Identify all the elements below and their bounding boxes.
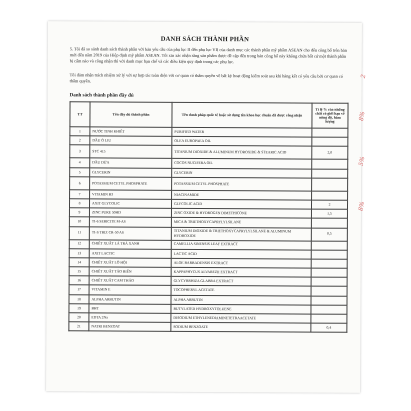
cell-inci: ZINC OXIDE & HYDROGEN DIMETHICONE bbox=[171, 208, 311, 218]
cell-no: 20 bbox=[69, 313, 89, 322]
cell-percent bbox=[311, 250, 347, 259]
cell-percent bbox=[311, 286, 347, 295]
cell-percent bbox=[311, 268, 347, 277]
cell-inci: POTASSIUM CETYL PHOSPHATE bbox=[172, 177, 312, 191]
header-percent: Tỉ lệ % của những chất có giới hạn về nồng độ, hàm lượng bbox=[312, 103, 348, 128]
cell-no: 13 bbox=[69, 248, 89, 257]
cell-percent: 2,0 bbox=[312, 146, 348, 159]
cell-percent: 0,5 bbox=[311, 228, 347, 241]
cell-inci: GLYCERIN bbox=[172, 168, 312, 178]
cell-no: 4 bbox=[70, 158, 90, 167]
handwritten-mark: 8% bbox=[357, 201, 367, 212]
cell-inci: TITANIUM DIOXIDE & ALUMINUM HYDROXIDE & STEARIC ACID bbox=[172, 146, 312, 160]
cell-percent bbox=[312, 159, 348, 168]
cell-name: TI-6 SERICITE M-AS bbox=[89, 217, 171, 227]
handwritten-mark: 5% bbox=[357, 156, 367, 167]
cell-percent bbox=[312, 191, 348, 200]
cell-percent: 2 bbox=[311, 200, 347, 209]
ingredient-list-heading: Danh sách thành phần đầy đủ bbox=[69, 93, 134, 99]
cell-no: 1 bbox=[70, 127, 90, 136]
cell-inci: COCOS NUCIFERA OIL bbox=[172, 159, 312, 169]
document-page bbox=[46, 21, 368, 393]
cell-no: 5 bbox=[70, 167, 90, 176]
cell-inci: ALOE BARBADENSIS EXTRACT bbox=[171, 258, 311, 268]
cell-percent bbox=[311, 277, 347, 286]
cell-name: DẦU DỪA bbox=[90, 158, 172, 168]
cell-inci: CAMELLIA SINENSIS LEAF EXTRACT bbox=[171, 240, 311, 250]
cell-no: 11 bbox=[69, 226, 89, 239]
cell-name: NATRI BENZOAT bbox=[89, 322, 171, 332]
cell-name: POTASSIUM CETYL PHOSPHATE bbox=[90, 177, 172, 190]
responsibility-paragraph: Tôi đảm nhận trách nhiệm xử lý với sự hợp tác toàn diện với cơ quan có thẩm quyền về bất kỳ hoạt động kiểm soát sau khi hàng kết có yêu cầu bởi cơ quan có thẩm quyền. bbox=[69, 72, 343, 84]
cell-inci: SODIUM BENZOATE bbox=[171, 323, 311, 333]
document-title: DANH SÁCH THÀNH PHẦN bbox=[160, 35, 250, 44]
declaration-paragraph: 5. Tôi đã so sánh danh sách thành phần với bản yêu cầu của phụ lục II đến phụ lục VII của danh mục các thành phần mỹ phẩm ASEAN cho đến công bố trên bản mới đến năm 2019 của Hiệp định mỹ phẩm ASEAN. Tôi xin xác nhận rằng sản phẩm được đề cập đến trong bản công bố này không chứa bất cứ một thành phần bị cấm nào và công nhận thì với danh mục hạn chế và các điều kiện quy định trong các phụ lục. bbox=[69, 46, 347, 65]
cell-percent: 1,5 bbox=[311, 209, 347, 218]
cell-name: AXIT GLYCOLIC bbox=[89, 199, 171, 209]
table-header-row bbox=[70, 102, 348, 128]
cell-no: 21 bbox=[69, 322, 89, 331]
cell-inci: LACTIC ACID bbox=[171, 249, 311, 259]
cell-inci: BUTYLATED HYDROXYTOLUENE bbox=[171, 304, 311, 314]
header-name: Tên đầy đủ thành phần bbox=[90, 102, 172, 127]
cell-name: CHIẾT XUẤT LÔ HỘI bbox=[89, 258, 171, 268]
cell-name: GLYCERIN bbox=[90, 167, 172, 177]
cell-percent bbox=[311, 305, 347, 314]
cell-inci: TITANIUM DIOXIDE & TRIETHOXYCAPRYLYLSILANE & ALUMINUM HYDROXIDE bbox=[171, 227, 311, 241]
cell-percent bbox=[312, 128, 348, 137]
cell-no: 16 bbox=[69, 276, 89, 285]
cell-no: 8 bbox=[69, 199, 89, 208]
cell-name: AXIT LACTIC bbox=[89, 249, 171, 259]
cell-inci: TOCOPHERYL ACETATE bbox=[171, 286, 311, 296]
header-inci: Tên danh pháp quốc tế hoặc sử dụng tên khoa học chuẩn đã được công nhận bbox=[172, 102, 312, 128]
cell-no: 2 bbox=[70, 136, 90, 145]
cell-no: 10 bbox=[69, 217, 89, 226]
cell-percent bbox=[311, 241, 347, 250]
cell-no: 12 bbox=[69, 239, 89, 248]
cell-name: DẦU Ô LIU bbox=[90, 136, 172, 146]
cell-inci: KAPPAPHYCUS ALVAREZII EXTRACT bbox=[171, 267, 311, 277]
cell-inci: GLYCOLIC ACID bbox=[171, 199, 311, 209]
cell-percent bbox=[312, 137, 348, 146]
cell-name: CHIẾT XUẤT LÁ TRÀ XANH bbox=[89, 239, 171, 249]
cell-percent bbox=[311, 296, 347, 305]
cell-no: 17 bbox=[69, 285, 89, 294]
cell-inci: MICA & TRIETHOXYCAPRYLYLSILANE bbox=[171, 218, 311, 228]
cell-percent bbox=[312, 178, 348, 191]
handwritten-mark: 2 bbox=[359, 73, 368, 79]
table-row bbox=[69, 322, 347, 333]
cell-percent bbox=[311, 259, 347, 268]
cell-percent bbox=[311, 218, 347, 227]
cell-name: TI-S TRIZ CR-50 AS bbox=[89, 226, 171, 239]
ingredient-table bbox=[68, 101, 348, 333]
cell-percent bbox=[311, 314, 347, 323]
cell-name: EDTA 2Na bbox=[89, 313, 171, 323]
cell-inci: GLYCYRRHIZA GLABRA EXTRACT bbox=[171, 277, 311, 287]
cell-no: 19 bbox=[69, 304, 89, 313]
cell-no: 7 bbox=[70, 190, 90, 199]
handwritten-annotations bbox=[353, 73, 384, 253]
cell-no: 6 bbox=[70, 177, 90, 190]
cell-name: VITAMIN E bbox=[89, 285, 171, 295]
cell-no: 9 bbox=[69, 208, 89, 217]
handwritten-mark: 8% bbox=[357, 111, 367, 122]
cell-no: 15 bbox=[69, 267, 89, 276]
cell-inci: ALPHA ARBUTIN bbox=[171, 295, 311, 305]
cell-name: VITAMIN B3 bbox=[90, 190, 172, 200]
cell-no: 18 bbox=[69, 294, 89, 303]
cell-inci: DISODIUM ETHYLENEDIAMINETETRAACETATE bbox=[171, 313, 311, 323]
cell-inci: PURIFIED WATER bbox=[172, 127, 312, 137]
cell-percent bbox=[312, 169, 348, 178]
cell-inci: OLEA EUROPAEA OIL bbox=[172, 137, 312, 147]
cell-no: 3 bbox=[70, 145, 90, 158]
header-no: TT bbox=[70, 102, 90, 127]
cell-name: ZINC PURE 50HD bbox=[89, 208, 171, 218]
cell-name: BHT bbox=[89, 304, 171, 314]
cell-inci: NIACINAMIDE bbox=[172, 190, 312, 200]
cell-name: CHIẾT XUẤT TẢO BIỂN bbox=[89, 267, 171, 277]
cell-name: STC 415 bbox=[90, 145, 172, 158]
cell-percent: 0,4 bbox=[311, 323, 347, 332]
cell-no: 14 bbox=[69, 258, 89, 267]
cell-name: NƯỚC TINH KHIẾT bbox=[90, 127, 172, 137]
cell-name: ALPHA ARBUTIN bbox=[89, 295, 171, 305]
cell-name: CHIẾT XUẤT CAM THẢO bbox=[89, 276, 171, 286]
